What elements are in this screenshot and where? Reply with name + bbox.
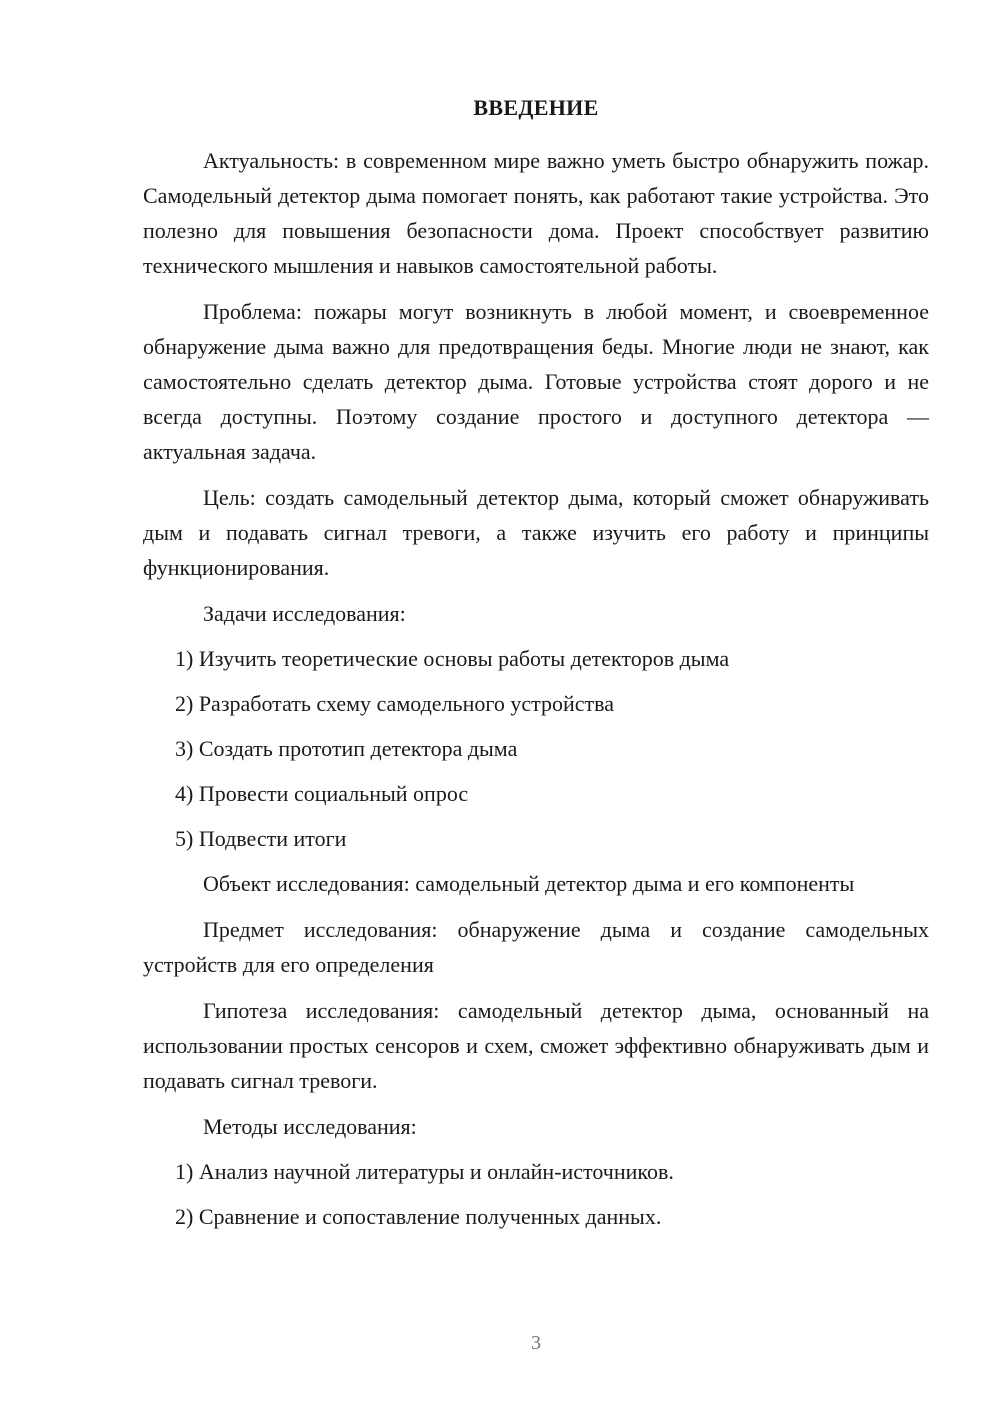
task-item-2: 2) Разработать схему самодельного устройства: [175, 691, 614, 716]
method-item-2: 2) Сравнение и сопоставление полученных данных.: [175, 1204, 662, 1229]
task-item-5: 5) Подвести итоги: [175, 826, 347, 851]
document-page: [143, 0, 929, 1414]
task-item-3: 3) Создать прототип детектора дыма: [175, 736, 518, 761]
page-number: 3: [531, 1332, 541, 1354]
goal-paragraph: Цель: создать самодельный детектор дыма, который сможет обнаруживать дым и подавать сигнал тревоги, а также изучить его работу и принципы функционирования.: [143, 485, 929, 580]
task-item-4: 4) Провести социальный опрос: [175, 781, 469, 806]
document-body: [143, 143, 929, 1244]
method-item-1: 1) Анализ научной литературы и онлайн-источников.: [175, 1159, 674, 1184]
relevance-paragraph: Актуальность: в современном мире важно уметь быстро обнаружить пожар. Самодельный детектор дыма помогает понять, как работают такие устройства. Это полезно для повышения безопасности дома. Проект способствует развитию технического мышления и навыков самостоятельной работы.: [143, 148, 929, 278]
task-item-1: 1) Изучить теоретические основы работы детекторов дыма: [175, 646, 730, 671]
tasks-heading: Задачи исследования:: [203, 601, 406, 626]
subject-paragraph: Предмет исследования: обнаружение дыма и создание самодельных устройств для его определения: [143, 917, 929, 977]
hypothesis-paragraph: Гипотеза исследования: самодельный детектор дыма, основанный на использовании простых сенсоров и схем, сможет эффективно обнаруживать дым и подавать сигнал тревоги.: [143, 998, 929, 1093]
methods-heading: Методы исследования:: [203, 1114, 417, 1139]
object-paragraph: Объект исследования: самодельный детектор дыма и его компоненты: [203, 871, 855, 896]
problem-paragraph: Проблема: пожары могут возникнуть в любой момент, и своевременное обнаружение дыма важно для предотвращения беды. Многие люди не знают, как самостоятельно сделать детектор дыма. Готовые устройства стоят дорого и не всегда доступны. Поэтому создание простого и доступного детектора — актуальная задача.: [143, 299, 929, 464]
page-title: ВВЕДЕНИЕ: [473, 95, 599, 120]
